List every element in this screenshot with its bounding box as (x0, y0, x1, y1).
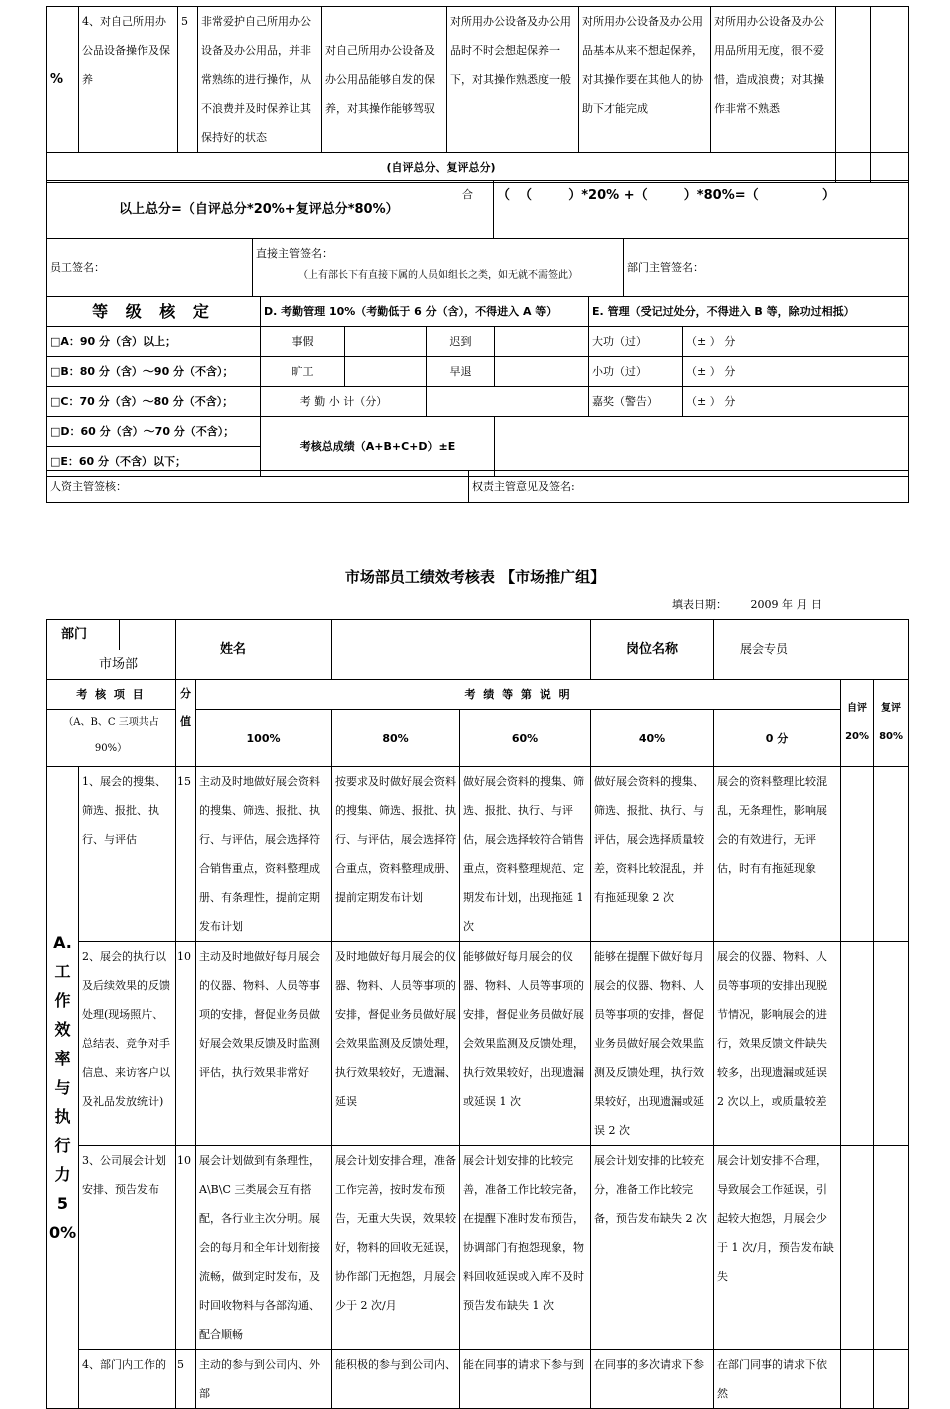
col-review-pct: 80% (879, 731, 903, 742)
row-self-input[interactable] (841, 1146, 874, 1350)
row-grade-100: 展会计划做到有条理性，A\B\C 三类展会互有搭配，各行业主次分明。展会的每月和全年计划衔接流畅，做到定时发布，及时回收物料与各部沟通、配合顺畅 (196, 1146, 332, 1350)
row-grade-60: 能在同事的请求下参与到 (460, 1350, 591, 1409)
merit-big-label: 大功（过） (589, 327, 683, 357)
attendance-subtotal-input[interactable] (427, 387, 589, 417)
final-score-input[interactable] (495, 417, 909, 477)
col-item-note: （A、B、C 三项共占 90%） (47, 710, 176, 767)
grade-title: 等 级 核 定 (47, 297, 261, 327)
hr-sign-table (46, 470, 909, 503)
leave-input[interactable] (345, 327, 427, 357)
early-input[interactable] (495, 357, 589, 387)
section-a-label (47, 767, 79, 1409)
merit-small-label: 小功（过） (589, 357, 683, 387)
merit-big-score[interactable]: （± ） 分 (683, 327, 909, 357)
col-review-header (874, 680, 909, 767)
col-score-header: 分值 (176, 680, 196, 767)
row-grade-100: 主动及时地做好每月展会的仪器、物料、人员等事项的安排，督促业务员做好展会效果反馈及时监测评估，执行效果非常好 (196, 942, 332, 1146)
level-80: 80% (332, 710, 460, 767)
row-grade-0: 展会的仪器、物料、人员等事项的安排出现脱节情况，影响展会的进行，效果反馈文件缺失较多，出现遗漏或延误 2 次以上，或质量较差 (714, 942, 841, 1146)
post-label: 岗位名称 (591, 620, 714, 680)
row-self-input[interactable] (841, 942, 874, 1146)
level-100: 100% (196, 710, 332, 767)
review-subtotal-input[interactable] (871, 153, 909, 183)
he-label: 合 (462, 188, 473, 201)
direct-sign-note: （上有部长下有直接下属的人员如组长之类，如无就不需签此） (298, 270, 578, 281)
late-label: 迟到 (427, 327, 495, 357)
name-row (176, 620, 332, 680)
market-evaluation-table (46, 619, 909, 1409)
row-self-input[interactable] (841, 1350, 874, 1409)
grade-60-cell: 对所用办公设备及办公用品时不时会想起保养一下，对其操作熟悉度一般 (447, 7, 579, 153)
section-percent-mark: % (47, 7, 79, 153)
row-grade-0: 在部门同事的请求下依然 (714, 1350, 841, 1409)
dept-sign[interactable]: 部门主管签名： (624, 239, 909, 297)
row-grade-60: 能够做好每月展会的仪器、物料、人员等事项的安排，督促业务员做好展会效果监测及反馈处理，执行效果较好，出现遗漏或延误 1 次 (460, 942, 591, 1146)
total-calc: （ （ ）*20% +（ ）*80%=（ ） (494, 181, 909, 239)
grade-b[interactable]: □B：80 分（含）～90 分（不含）； (47, 357, 261, 387)
level-60: 60% (460, 710, 591, 767)
section-a-text: A.工作效率与执行力50% (49, 933, 77, 1242)
merit-small-score[interactable]: （± ） 分 (683, 357, 909, 387)
row-item: 3、公司展会计划安排、预告发布 (79, 1146, 176, 1350)
row-review-input[interactable] (874, 767, 909, 942)
employee-sign[interactable]: 员工签名： (47, 239, 253, 297)
row-grade-80: 及时地做好每月展会的仪器、物料、人员等事项的安排，督促业务员做好展会效果监测及反馈处理，执行效果较好，无遗漏、延误 (332, 942, 460, 1146)
fill-date-value[interactable]: 2009 年 月 日 (750, 598, 822, 611)
top-evaluation-table (46, 6, 909, 183)
row-grade-0: 展会的资料整理比较混乱，无条理性，影响展会的有效进行，无评估，时有有拖延现象 (714, 767, 841, 942)
row-grade-80: 按要求及时做好展会资料的搜集、筛选、报批、执行、与评估，展会选择符合重点，资料整理成册、提前定期发布计划 (332, 767, 460, 942)
row-grade-60: 做好展会资料的搜集、筛选、报批、执行、与评估，展会选择较符合销售重点，资料整理规范、定期发布计划，出现拖延 1 次 (460, 767, 591, 942)
level-40: 40% (591, 710, 714, 767)
row-review-input[interactable] (874, 1146, 909, 1350)
fill-date (672, 596, 822, 612)
direct-sign-label: 直接主管签名： (256, 247, 333, 260)
row-self-input[interactable] (841, 767, 874, 942)
signature-table (46, 238, 909, 297)
grade-40-cell: 对所用办公设备及办公用品基本从来不想起保养，对其操作要在其他人的协助下才能完成 (579, 7, 711, 153)
row-item: 2、展会的执行以及后续效果的反馈处理(现场照片、总结表、竞争对手信息、来访客户以及礼品发放统计) (79, 942, 176, 1146)
total-formula-text: 以上总分=（自评总分*20%+复评总分*80%） (119, 202, 399, 217)
col-self-header (841, 680, 874, 767)
row-grade-100: 主动及时地做好展会资料的搜集、筛选、报批、执行、与评估，展会选择符合销售重点，资料整理成册、有条理性，提前定期发布计划 (196, 767, 332, 942)
row-item: 4、部门内工作的 (79, 1350, 176, 1409)
grade-a[interactable]: □A：90 分（含）以上； (47, 327, 261, 357)
absent-input[interactable] (345, 357, 427, 387)
grade-100-cell: 非常爱护自己所用办公设备及办公用品，并非常熟练的进行操作，从不浪费并及时保养让其保持好的状态 (198, 7, 322, 153)
praise-label: 嘉奖（警告） (589, 387, 683, 417)
form-title: 市场部员工绩效考核表 【市场推广组】 (344, 568, 606, 586)
management-title: E. 管理（受记过处分，不得进入 B 等，除功过相抵） (589, 297, 909, 327)
row-score: 5 (176, 1350, 196, 1409)
row-grade-100: 主动的参与到公司内、外部 (196, 1350, 332, 1409)
row-review-input[interactable] (874, 942, 909, 1146)
row-score: 10 (176, 1146, 196, 1350)
attendance-title: D. 考勤管理 10%（考勤低于 6 分（含），不得进入 A 等） (261, 297, 589, 327)
early-label: 早退 (427, 357, 495, 387)
late-input[interactable] (495, 327, 589, 357)
row-grade-60: 展会计划安排的比较完善，准备工作比较完备，在提醒下准时发布预告，协调部门有抱怨现象，物料回收延误或入库不及时预告发布缺失 1 次 (460, 1146, 591, 1350)
row-score: 15 (176, 767, 196, 942)
row-grade-0: 展会计划安排不合理，导致展会工作延误，引起较大抱怨，月展会少于 1 次/月，预告发布缺失 (714, 1146, 841, 1350)
grade-table (46, 296, 909, 477)
row-grade-80: 展会计划安排合理，准备工作完善，按时发布预告，无重大失误，效果较好，物料的回收无延误，协作部门无抱怨，月展会少于 2 次/月 (332, 1146, 460, 1350)
row-grade-40: 做好展会资料的搜集、筛选、报批、执行、与评估，展会选择质量较差，资料比较混乱，并有拖延现象 2 次 (591, 767, 714, 942)
dept-label: 部门 (61, 627, 88, 642)
post-value[interactable]: 展会专员 (714, 620, 909, 680)
total-formula (47, 181, 494, 239)
col-review-label: 复评 (881, 703, 902, 714)
grade-d[interactable]: □D：60 分（含）～70 分（不含）； (47, 417, 261, 447)
row-score: 10 (176, 942, 196, 1146)
dept-divider (119, 620, 120, 650)
col-desc-header: 考 绩 等 第 说 明 (196, 680, 841, 710)
final-score-label: 考核总成绩（A+B+C+D）±E (261, 417, 495, 477)
name-label: 姓名 (220, 642, 247, 657)
col-self-label: 自评 (847, 703, 868, 714)
name-input[interactable] (332, 620, 591, 680)
score-cell: 5 (178, 7, 198, 153)
row-grade-40: 展会计划安排的比较充分，准备工作比较完备，预告发布缺失 2 次 (591, 1146, 714, 1350)
absent-label: 旷工 (261, 357, 345, 387)
level-0: 0 分 (714, 710, 841, 767)
grade-80-cell: 对自己所用办公设备及办公用品能够自发的保养，对其操作能够驾驭 (322, 7, 447, 153)
dept-row-left (47, 620, 176, 680)
review-score-input[interactable] (871, 7, 909, 153)
grade-0-cell: 对所用办公设备及办公用品所用无度，很不爱惜，造成浪费；对其操作非常不熟悉 (711, 7, 836, 153)
row-grade-40: 在同事的多次请求下参 (591, 1350, 714, 1409)
auth-sign[interactable]: 权责主管意见及签名: (469, 471, 909, 503)
grade-e[interactable]: □E：60 分（不含）以下； (47, 447, 261, 477)
grade-c[interactable]: □C：70 分（含）～80 分（不含）； (47, 387, 261, 417)
dept-value[interactable]: 市场部 (99, 657, 139, 672)
row-grade-40: 能够在提醒下做好每月展会的仪器、物料、人员等事项的安排，督促业务员做好展会效果监测及反馈处理，执行效果较好，出现遗漏或延误 2 次 (591, 942, 714, 1146)
item-cell: 4、对自己所用办公品设备操作及保养 (79, 7, 178, 153)
hr-sign[interactable]: 人资主管签核： (47, 471, 469, 503)
self-score-input[interactable] (836, 7, 871, 153)
subtotal-label: (自评总分、复评总分) (47, 153, 836, 183)
leave-label: 事假 (261, 327, 345, 357)
direct-sign-cell[interactable] (253, 239, 624, 297)
fill-date-label: 填表日期： (672, 598, 727, 611)
praise-score[interactable]: （± ） 分 (683, 387, 909, 417)
attendance-subtotal-label: 考 勤 小 计（分） (261, 387, 427, 417)
row-item: 1、展会的搜集、筛选、报批、执行、与评估 (79, 767, 176, 942)
col-self-pct: 20% (845, 731, 869, 742)
total-table (46, 180, 909, 239)
row-grade-80: 能积极的参与到公司内、 (332, 1350, 460, 1409)
self-subtotal-input[interactable] (836, 153, 871, 183)
row-review-input[interactable] (874, 1350, 909, 1409)
col-item-header: 考 核 项 目 (47, 680, 176, 710)
